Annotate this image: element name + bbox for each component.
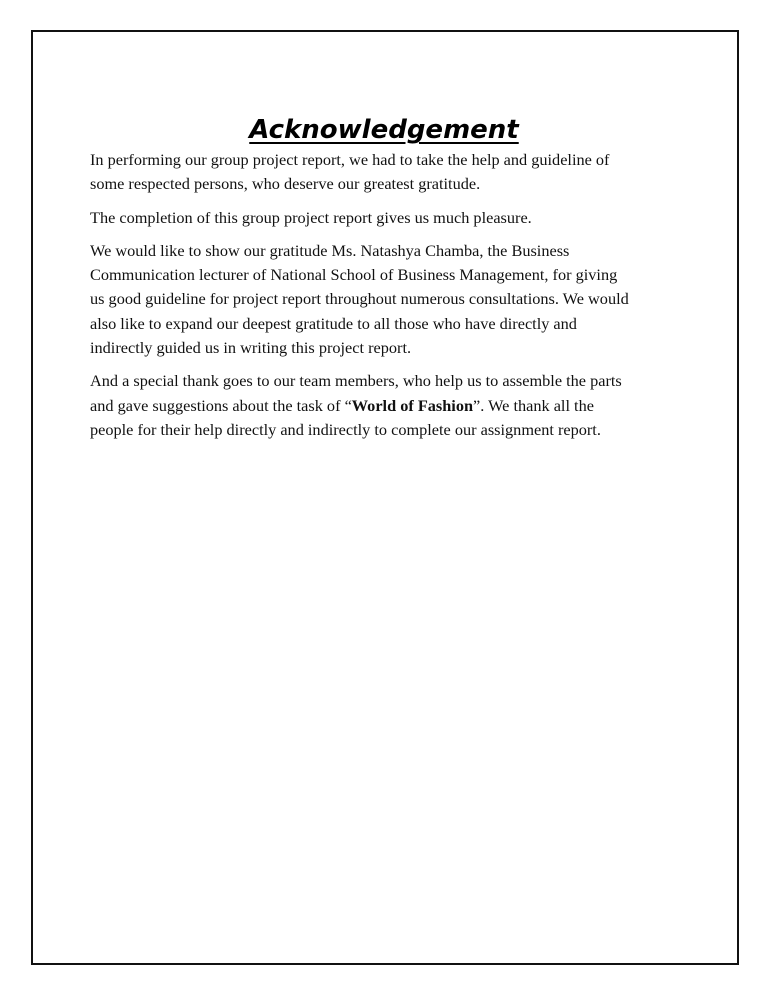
text-line: also like to expand our deepest gratitude to all those who have directly and — [90, 313, 577, 333]
text-line: The completion of this group project report gives us much pleasure. — [90, 207, 532, 227]
text-line: And a special thank goes to our team members, who help us to assemble the parts — [90, 371, 622, 391]
acknowledgement-body — [90, 148, 680, 451]
project-name: World of Fashion — [351, 395, 474, 415]
text-line-with-emphasis — [90, 394, 680, 418]
text-segment: ”. We thank all the — [473, 395, 594, 415]
text-segment: and gave suggestions about the task of “ — [90, 395, 352, 415]
paragraph-help — [90, 148, 680, 197]
text-line: In performing our group project report, we had to take the help and guideline of — [90, 150, 610, 169]
text-line: people for their help directly and indirectly to complete our assignment report. — [90, 419, 601, 439]
text-line: us good guideline for project report throughout numerous consultations. We would — [90, 289, 629, 309]
text-line: Communication lecturer of National School of Business Management, for giving — [90, 265, 618, 285]
text-line: indirectly guided us in writing this project report. — [90, 338, 412, 358]
paragraph-completion — [90, 206, 680, 230]
paragraph-lecturer-gratitude — [90, 239, 680, 360]
text-line: We would like to show our gratitude Ms. Natashya Chamba, the Business — [90, 240, 570, 260]
text-line: some respected persons, who deserve our greatest gratitude. — [90, 174, 481, 194]
page-title: Acknowledgement — [249, 115, 519, 146]
paragraph-team-thanks — [90, 369, 680, 442]
